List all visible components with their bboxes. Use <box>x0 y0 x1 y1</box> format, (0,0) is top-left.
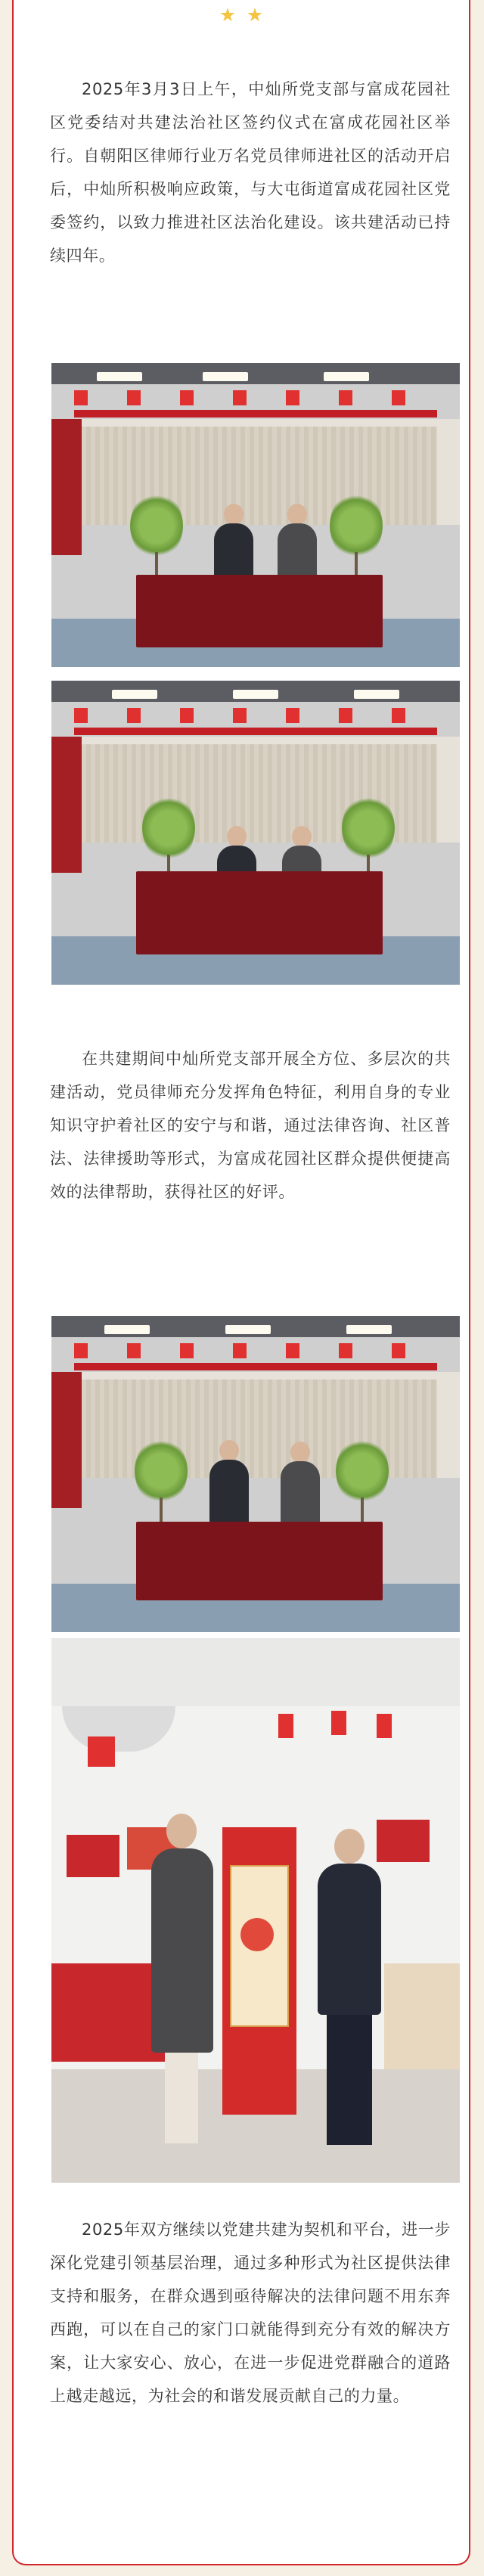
header-decoration <box>14 8 469 26</box>
photo-handshake <box>51 1316 460 1632</box>
article-paragraph-3: 2025年双方继续以党建共建为契机和平台，进一步深化党建引领基层治理，通过多种形式为社区提供法律支持和服务，在群众遇到亟待解决的法律问题不用东奔西跑，可以在自己的家门口就能得到充分有效的解决方案，让大家安心、放心，在进一步促进党群融合的道路上越走越远，为社会的和谐发展贡献自己的力量。 <box>50 2221 451 2405</box>
article-frame <box>12 0 470 2565</box>
photo-signing-2 <box>51 681 460 985</box>
article-paragraph-2: 在共建期间中灿所党支部开展全方位、多层次的共建活动，党员律师充分发挥角色特征，利用自身的专业知识守护着社区的安宁与和谐，通过法律咨询、社区普法、法律援助等形式，为富成花园社区群众提供便捷高效的法律帮助，获得社区的好评。 <box>50 1050 451 1201</box>
article-paragraph-1: 2025年3月3日上午，中灿所党支部与富成花园社区党委结对共建法治社区签约仪式在富成花园社区举行。自朝阳区律师行业万名党员律师进社区的活动开启后，中灿所积极响应政策，与大屯街道富成花园社区党委签约，以致力推进社区法治化建设。该共建活动已持续四年。 <box>50 80 451 265</box>
photo-scroll-gift <box>51 1638 460 2183</box>
photo-signing-1 <box>51 363 460 667</box>
star-icon <box>220 8 235 23</box>
star-icon <box>247 8 262 23</box>
